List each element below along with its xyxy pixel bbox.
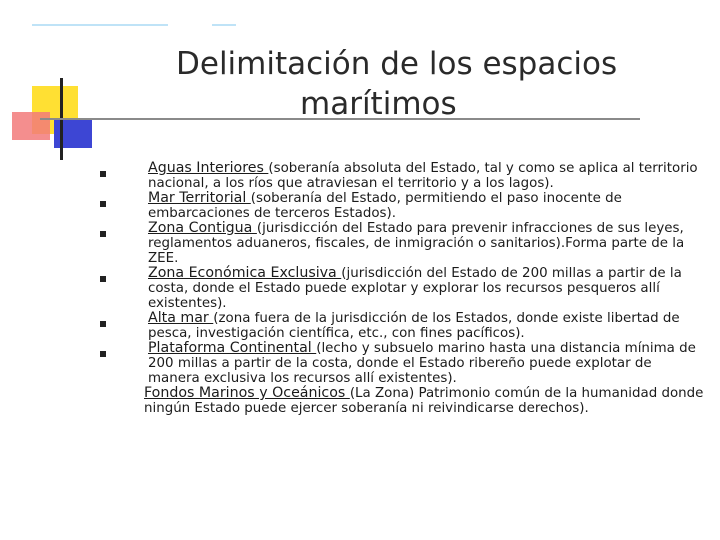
item-term: Alta mar [148, 310, 214, 326]
bullet-list [96, 161, 706, 416]
item-description: (zona fuera de la jurisdicción de los Estados, donde existe libertad de pesca, investigación científica, etc., con fines pacíficos). [148, 311, 680, 341]
list-item [96, 191, 706, 221]
square-bullet-icon [100, 231, 106, 237]
slide-title-line-2: marítimos [300, 86, 457, 122]
list-item [96, 386, 706, 416]
item-term: Plataforma Continental [148, 340, 317, 356]
item-description: (lecho y subsuelo marino hasta una distancia mínima de 200 millas a partir de la costa, donde el Estado ribereño puede explotar de manera exclusiva los recursos allí existentes). [148, 341, 696, 386]
item-description: (soberanía del Estado, permitiendo el paso inocente de embarcaciones de terceros Estados). [148, 191, 622, 221]
square-bullet-icon [100, 171, 106, 177]
list-item [96, 266, 706, 311]
square-bullet-icon [100, 276, 106, 282]
list-item [96, 161, 706, 191]
item-description: (jurisdicción del Estado para prevenir infracciones de sus leyes, reglamentos aduaneros, fiscales, de inmigración o sanitarios).Forma parte de la ZEE. [148, 221, 685, 266]
red-decor-square [12, 112, 50, 140]
slide-title [150, 44, 690, 124]
item-term: Zona Contigua [148, 220, 257, 236]
square-bullet-icon [100, 201, 106, 207]
square-bullet-icon [100, 321, 106, 327]
item-term: Aguas Interiores [148, 160, 269, 176]
list-item [96, 311, 706, 341]
item-term: Zona Económica Exclusiva [148, 265, 342, 281]
top-accent-bar [32, 24, 168, 26]
square-bullet-icon [100, 351, 106, 357]
item-term: Fondos Marinos y Oceánicos [144, 385, 350, 401]
item-description: (jurisdicción del Estado de 200 millas a partir de la costa, donde el Estado puede explotar y explorar los recursos pesqueros allí existentes). [148, 266, 682, 311]
top-accent-bar-short [212, 24, 236, 26]
list-item [96, 341, 706, 386]
slide-title-line-1: Delimitación de los espacios [176, 46, 618, 82]
item-term: Mar Territorial [148, 190, 251, 206]
list-item [96, 221, 706, 266]
item-description: (soberanía absoluta del Estado, tal y como se aplica al territorio nacional, a los ríos que atraviesan el territorio y a los lagos). [148, 161, 698, 191]
item-description: (La Zona) Patrimonio común de la humanidad donde ningún Estado puede ejercer soberanía ni reivindicarse derechos). [144, 386, 704, 416]
